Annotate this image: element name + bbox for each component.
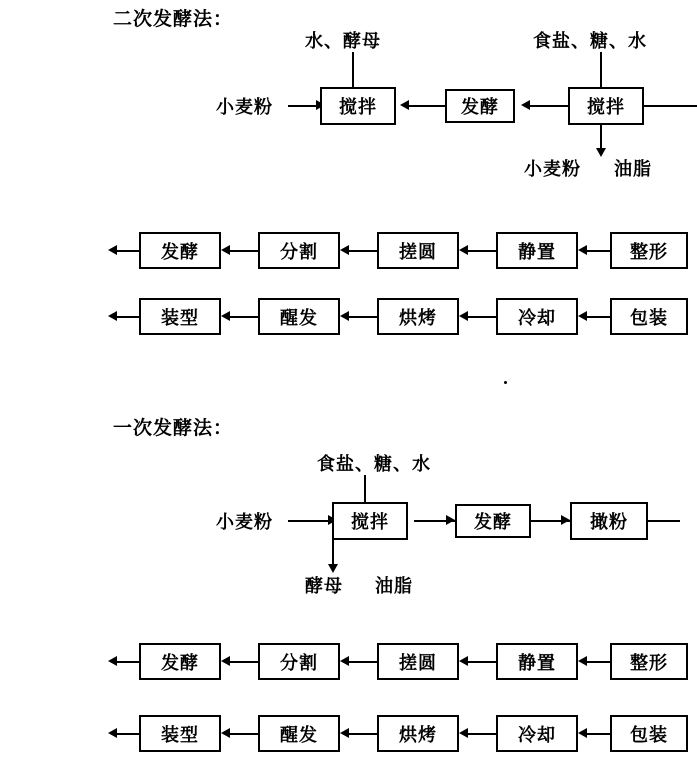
arrowhead-left [221, 245, 230, 255]
process-box-s1r3-2: 烘烤 [377, 298, 459, 335]
input-label-salt-sugar-water: 食盐、糖、水 [533, 31, 647, 52]
section-title-one-stage: 一次发酵法： [113, 417, 234, 439]
arrowhead-left [108, 245, 117, 255]
process-box-s1r3-1: 醒发 [258, 298, 340, 335]
arrowhead-left [340, 311, 349, 321]
arrowhead-left [108, 728, 117, 738]
process-box-fermentation-1: 发酵 [445, 89, 515, 123]
arrowhead-left [108, 656, 117, 666]
connector-vertical [332, 540, 334, 567]
process-box-s1r2-2: 搓圆 [377, 232, 459, 269]
arrowhead-left [340, 728, 349, 738]
process-box-s1r2-4: 整形 [610, 232, 688, 269]
section-title-two-stage: 二次发酵法： [113, 8, 234, 30]
process-box-s2r3-4: 包装 [610, 715, 688, 752]
arrowhead-down [596, 148, 606, 157]
output-label-oil-2: 油脂 [375, 576, 413, 597]
input-label-water-yeast: 水、酵母 [305, 31, 381, 52]
arrowhead-right [446, 515, 455, 525]
arrowhead-left [578, 311, 587, 321]
arrowhead-left [459, 656, 468, 666]
process-box-s1r3-3: 冷却 [496, 298, 578, 335]
process-box-s1r2-1: 分割 [258, 232, 340, 269]
arrowhead-left [221, 728, 230, 738]
process-box-mixing-s2: 搅拌 [332, 502, 408, 540]
arrowhead-left [459, 245, 468, 255]
connector-horizontal [288, 105, 318, 107]
process-box-s1r3-4: 包装 [610, 298, 688, 335]
arrowhead-left [400, 100, 409, 110]
arrowhead-left [578, 728, 587, 738]
process-box-s1r2-3: 静置 [496, 232, 578, 269]
connector-horizontal-entry [644, 105, 697, 107]
connector-horizontal-exit [648, 520, 680, 522]
connector-horizontal [406, 105, 445, 107]
input-label-wheat-flour-2: 小麦粉 [216, 512, 273, 533]
arrowhead-left [108, 311, 117, 321]
process-box-s2r3-3: 冷却 [496, 715, 578, 752]
process-box-s2r3-0: 装型 [139, 715, 221, 752]
process-box-mixing-1: 搅拌 [320, 87, 396, 125]
process-box-dusting-s2: 撖粉 [570, 502, 648, 540]
output-label-yeast: 酵母 [305, 576, 343, 597]
arrowhead-left [459, 728, 468, 738]
connector-horizontal [288, 520, 330, 522]
process-box-s2r2-0: 发酵 [139, 643, 221, 680]
process-box-s2r2-2: 搓圆 [377, 643, 459, 680]
arrowhead-left [221, 656, 230, 666]
process-box-fermentation-s2: 发酵 [455, 504, 531, 538]
stray-dot [504, 381, 507, 384]
process-box-s2r3-1: 醒发 [258, 715, 340, 752]
process-box-s2r2-4: 整形 [610, 643, 688, 680]
connector-horizontal [527, 105, 568, 107]
arrowhead-right [561, 515, 570, 525]
input-label-salt-sugar-water-2: 食盐、糖、水 [317, 454, 431, 475]
arrowhead-left [578, 245, 587, 255]
input-label-wheat-flour: 小麦粉 [216, 97, 273, 118]
arrowhead-left [340, 245, 349, 255]
arrowhead-left [521, 100, 530, 110]
arrowhead-left [221, 311, 230, 321]
process-box-s2r3-2: 烘烤 [377, 715, 459, 752]
process-box-mixing-2: 搅拌 [568, 87, 644, 125]
process-box-s1r2-0: 发酵 [139, 232, 221, 269]
arrowhead-left [578, 656, 587, 666]
output-label-oil: 油脂 [614, 159, 652, 180]
arrowhead-left [340, 656, 349, 666]
process-box-s2r2-3: 静置 [496, 643, 578, 680]
output-label-wheat-flour: 小麦粉 [524, 159, 581, 180]
arrowhead-left [459, 311, 468, 321]
process-box-s2r2-1: 分割 [258, 643, 340, 680]
process-box-s1r3-0: 装型 [139, 298, 221, 335]
